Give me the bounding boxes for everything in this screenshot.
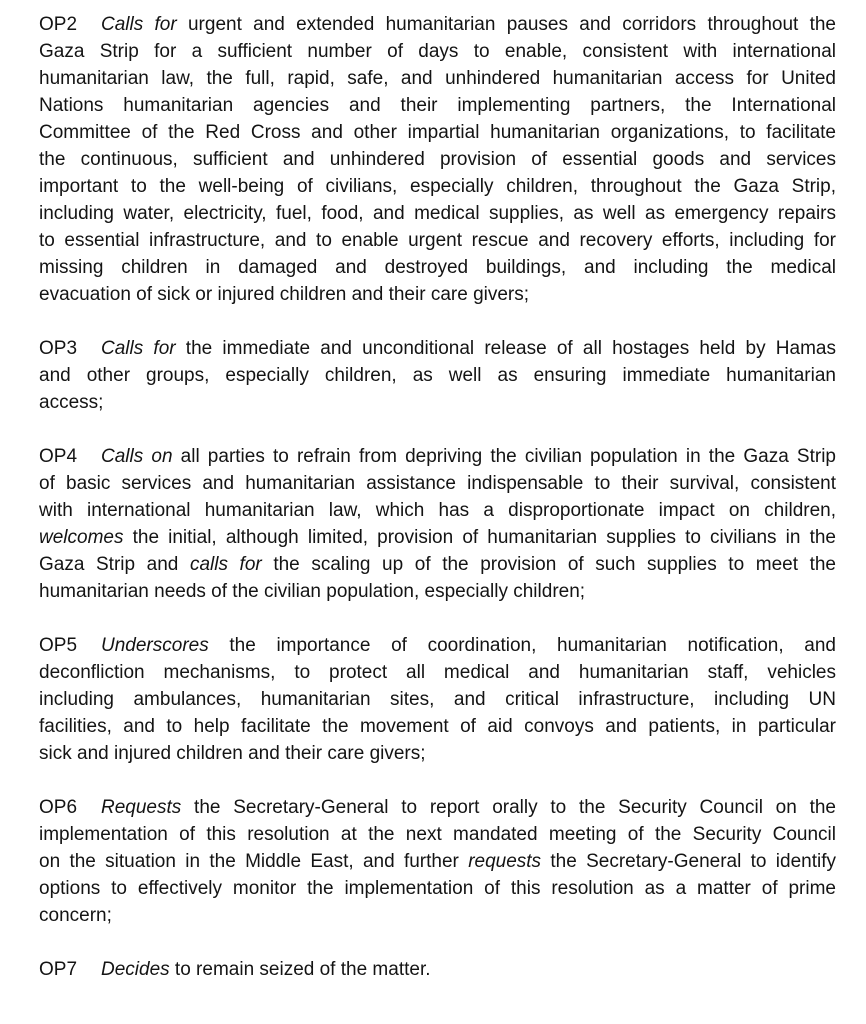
- body-text: humanitarian needs of the civilian population, especially children;: [39, 581, 586, 602]
- text-line: [39, 551, 836, 578]
- body-text: evacuation of sick or injured children and their care givers;: [39, 284, 530, 305]
- paragraph-op4: [39, 443, 836, 605]
- paragraph-label: OP3: [39, 338, 78, 359]
- body-text: deconfliction mechanisms, to protect all medical and humanitarian staff, vehicles: [39, 662, 836, 683]
- paragraph-label: OP2: [39, 14, 78, 35]
- emphasis-text: Decides: [101, 959, 170, 980]
- body-text: to remain seized of the matter.: [169, 959, 431, 980]
- text-line: [39, 173, 836, 200]
- text-line: [39, 443, 836, 470]
- text-line: [39, 686, 836, 713]
- paragraph-op5: [39, 632, 836, 767]
- body-text: of basic services and humanitarian assistance indispensable to their survival, consistent: [39, 473, 836, 494]
- paragraph-label: OP5: [39, 635, 78, 656]
- body-text: the Secretary-General to identify: [541, 851, 836, 872]
- body-text: on the situation in the Middle East, and further: [39, 851, 469, 872]
- emphasis-text: Requests: [101, 797, 182, 818]
- text-line: [39, 875, 836, 902]
- paragraph-op7: [39, 956, 836, 983]
- text-line: [39, 659, 836, 686]
- emphasis-text: Calls on: [101, 446, 173, 467]
- body-text: including water, electricity, fuel, food, and medical supplies, as well as emergency repairs: [39, 203, 836, 224]
- emphasis-text: Underscores: [101, 635, 209, 656]
- text-line: [39, 632, 836, 659]
- emphasis-text: welcomes: [39, 527, 124, 548]
- body-text: the scaling up of the provision of such supplies to meet the: [261, 554, 836, 575]
- emphasis-text: Calls for: [101, 14, 177, 35]
- text-line: [39, 713, 836, 740]
- text-line: [39, 524, 836, 551]
- body-text: concern;: [39, 905, 112, 926]
- emphasis-text: calls for: [189, 554, 262, 575]
- body-text: all parties to refrain from depriving the civilian population in the Gaza Strip: [172, 446, 836, 467]
- emphasis-text: Calls for: [101, 338, 176, 359]
- body-text: access;: [39, 392, 104, 413]
- body-text: facilities, and to help facilitate the movement of aid convoys and patients, in particular: [39, 716, 836, 737]
- text-line: [39, 65, 836, 92]
- text-line: [39, 362, 836, 389]
- text-line: [39, 11, 836, 38]
- body-text: Committee of the Red Cross and other impartial humanitarian organizations, to facilitate: [39, 122, 836, 143]
- text-line: [39, 38, 836, 65]
- paragraph-label: OP7: [39, 959, 78, 980]
- body-text: and other groups, especially children, as well as ensuring immediate humanitarian: [39, 365, 836, 386]
- emphasis-text: requests: [468, 851, 542, 872]
- text-line: [39, 281, 836, 308]
- text-line: [39, 848, 836, 875]
- text-line: [39, 227, 836, 254]
- body-text: humanitarian law, the full, rapid, safe, and unhindered humanitarian access for United: [39, 68, 836, 89]
- paragraph-op6: [39, 794, 836, 929]
- text-line: [39, 821, 836, 848]
- body-text: implementation of this resolution at the next mandated meeting of the Security Council: [39, 824, 836, 845]
- body-text: including ambulances, humanitarian sites, and critical infrastructure, including UN: [39, 689, 836, 710]
- text-line: [39, 389, 836, 416]
- text-line: [39, 497, 836, 524]
- text-line: [39, 740, 836, 767]
- paragraph-op3: [39, 335, 836, 416]
- text-line: [39, 794, 836, 821]
- paragraph-op2: [39, 11, 836, 308]
- body-text: sick and injured children and their care givers;: [39, 743, 426, 764]
- text-line: [39, 200, 836, 227]
- body-text: urgent and extended humanitarian pauses and corridors throughout the: [176, 14, 837, 35]
- body-text: the continuous, sufficient and unhindered provision of essential goods and services: [39, 149, 836, 170]
- text-line: [39, 92, 836, 119]
- body-text: Gaza Strip and: [39, 554, 190, 575]
- resolution-document: [39, 11, 836, 1010]
- text-line: [39, 146, 836, 173]
- body-text: Nations humanitarian agencies and their implementing partners, the International: [39, 95, 836, 116]
- body-text: important to the well-being of civilians, especially children, throughout the Gaza Strip,: [39, 176, 836, 197]
- body-text: the Secretary-General to report orally to the Security Council on the: [181, 797, 836, 818]
- text-line: [39, 956, 836, 983]
- text-line: [39, 119, 836, 146]
- body-text: options to effectively monitor the implementation of this resolution as a matter of prime: [39, 878, 836, 899]
- text-line: [39, 578, 836, 605]
- text-line: [39, 470, 836, 497]
- body-text: missing children in damaged and destroyed buildings, and including the medical: [39, 257, 836, 278]
- body-text: to essential infrastructure, and to enable urgent rescue and recovery efforts, including for: [39, 230, 836, 251]
- text-line: [39, 335, 836, 362]
- body-text: the immediate and unconditional release of all hostages held by Hamas: [175, 338, 836, 359]
- paragraph-label: OP6: [39, 797, 78, 818]
- body-text: Gaza Strip for a sufficient number of days to enable, consistent with international: [39, 41, 836, 62]
- body-text: the initial, although limited, provision of humanitarian supplies to civilians in the: [123, 527, 836, 548]
- paragraph-label: OP4: [39, 446, 78, 467]
- body-text: with international humanitarian law, which has a disproportionate impact on children,: [39, 500, 836, 521]
- text-line: [39, 254, 836, 281]
- text-line: [39, 902, 836, 929]
- body-text: the importance of coordination, humanitarian notification, and: [208, 635, 836, 656]
